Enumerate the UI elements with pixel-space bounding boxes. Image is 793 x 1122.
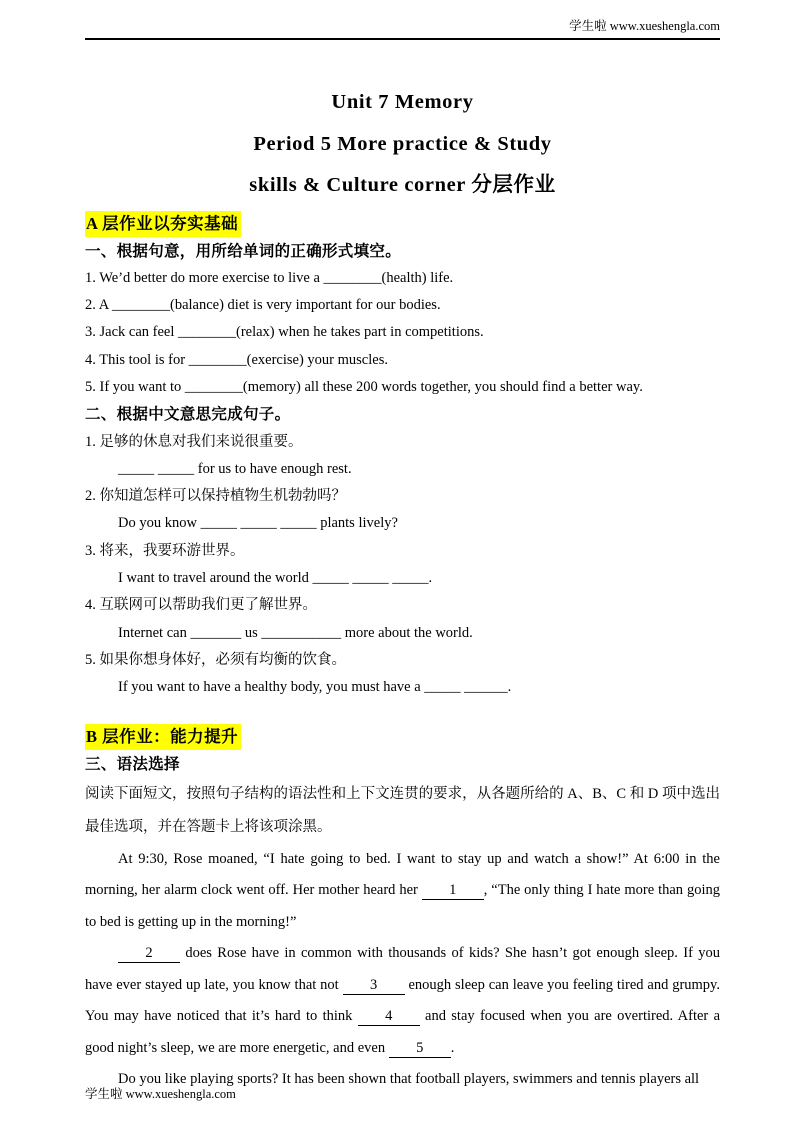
- document-title: [85, 82, 720, 207]
- sentence-completion-line: I want to travel around the world _____ _____ _____.: [118, 570, 433, 587]
- sentence-completion-line: 4. 互联网可以帮助我们更了解世界。: [85, 597, 317, 614]
- page-footer: [85, 1084, 236, 1102]
- fill-blank-item: 2. A ________(balance) diet is very important for our bodies.: [85, 297, 441, 314]
- part2-heading: 二、根据中文意思完成句子。: [85, 406, 291, 424]
- title-line-3: skills & Culture corner 分层作业: [249, 174, 556, 196]
- numbered-blank: 5: [389, 1040, 451, 1058]
- sentence-completion-line: _____ _____ for us to have enough rest.: [118, 460, 352, 477]
- section-a-badge-row: [85, 211, 720, 238]
- title-line-2: Period 5 More practice & Study: [253, 132, 552, 155]
- cloze-passage: [85, 844, 720, 1096]
- passage-paragraph: Do you like playing sports? It has been shown that football players, swimmers and tennis players all: [118, 1071, 700, 1088]
- sentence-completion-line: Internet can _______ us ___________ more about the world.: [118, 624, 473, 641]
- part3-instructions: 阅读下面短文，按照句子结构的语法性和上下文连贯的要求，从各题所给的 A、B、C 和 D 项中选出最佳选项，并在答题卡上将该项涂黑。: [85, 785, 720, 835]
- passage-paragraph: 2 does Rose have in common with thousands of kids? She hasn’t got enough sleep. If you have ever stayed up late, you know that not 3 enough sleep can leave you feeling tired and grumpy. You may have noticed that it’s hard to think 4 and stay focused when you are overtired. After a good night’s sleep, we are more energetic, and even 5 .: [85, 945, 721, 1056]
- page-header: [85, 0, 720, 40]
- sentence-completion-line: 2. 你知道怎样可以保持植物生机勃勃吗？: [85, 488, 346, 505]
- part3-heading: 三、语法选择: [85, 755, 180, 773]
- header-site-label: 学生啦 www.xueshengla.com: [569, 19, 720, 33]
- section-a-badge: A 层作业以夯实基础: [85, 211, 241, 237]
- numbered-blank: 3: [343, 977, 405, 995]
- fill-blank-item: 5. If you want to ________(memory) all these 200 words together, you should find a better way.: [85, 378, 643, 395]
- sentence-completion-line: 1. 足够的休息对我们来说很重要。: [85, 433, 303, 450]
- part2-items: [85, 429, 720, 702]
- numbered-blank: 4: [358, 1008, 420, 1026]
- fill-blank-item: 1. We’d better do more exercise to live a ________(health) life.: [85, 269, 454, 286]
- part1-items: [85, 265, 720, 401]
- section-b-badge: B 层作业：能力提升: [85, 724, 241, 750]
- passage-paragraph: At 9:30, Rose moaned, “I hate going to bed. I want to stay up and watch a show!” At 6:00 in the morning, her alarm clock went off. Her mother heard her 1 , “The only thing I hate more than going to bed is getting up in the morning!”: [85, 850, 720, 930]
- sentence-completion-line: Do you know _____ _____ _____ plants lively?: [118, 515, 398, 532]
- section-b-badge-row: [85, 724, 720, 751]
- numbered-blank: 1: [422, 882, 484, 900]
- sentence-completion-line: If you want to have a healthy body, you must have a _____ ______.: [118, 679, 512, 696]
- footer-site-label: 学生啦 www.xueshengla.com: [85, 1087, 236, 1101]
- page-content: [85, 82, 720, 1096]
- fill-blank-item: 3. Jack can feel ________(relax) when he takes part in competitions.: [85, 324, 484, 341]
- sentence-completion-line: 5. 如果你想身体好，必须有均衡的饮食。: [85, 651, 346, 668]
- part1-heading: 一、根据句意，用所给单词的正确形式填空。: [85, 242, 402, 260]
- fill-blank-item: 4. This tool is for ________(exercise) your muscles.: [85, 351, 388, 368]
- sentence-completion-line: 3. 将来，我要环游世界。: [85, 542, 245, 559]
- title-line-1: Unit 7 Memory: [331, 91, 474, 113]
- numbered-blank: 2: [118, 945, 180, 963]
